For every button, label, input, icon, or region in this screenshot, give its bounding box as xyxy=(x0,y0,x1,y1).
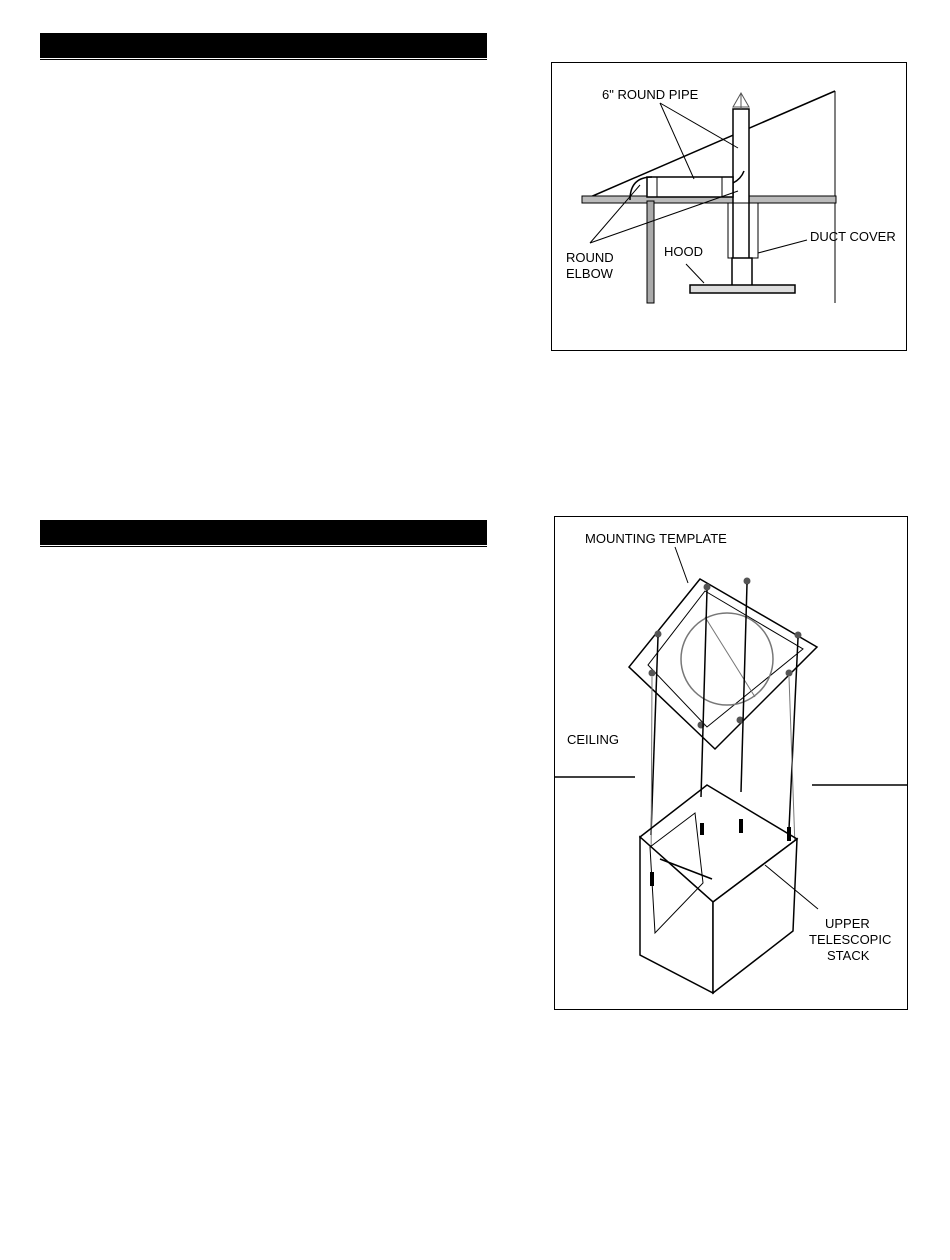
vertical-pipe xyxy=(733,109,749,259)
leader-line xyxy=(758,240,807,253)
screw-icon xyxy=(786,670,793,677)
screw-icon xyxy=(795,632,802,639)
elbow-label: ELBOW xyxy=(566,266,613,281)
section-header-bar xyxy=(40,33,487,58)
stack-label: STACK xyxy=(827,948,870,963)
duct-connector xyxy=(732,258,752,288)
screw-icon xyxy=(650,872,654,886)
stack-right-face xyxy=(713,839,797,993)
wall-section xyxy=(647,201,654,303)
duct-cover-label: DUCT COVER xyxy=(810,229,896,244)
hood-label: HOOD xyxy=(664,244,703,259)
leader-line xyxy=(660,103,694,179)
screw-icon xyxy=(649,670,656,677)
roof-venting-illustration xyxy=(552,63,906,350)
section-header-bar xyxy=(40,520,487,545)
telescopic-label: TELESCOPIC xyxy=(809,932,892,947)
screw-icon xyxy=(655,631,662,638)
screw-icon xyxy=(739,819,743,833)
leader-line xyxy=(686,264,704,283)
mounting-template-label: MOUNTING TEMPLATE xyxy=(585,531,727,546)
leader-line xyxy=(675,547,688,583)
horizontal-pipe xyxy=(647,177,733,197)
mounting-template-illustration xyxy=(555,517,907,1009)
hood-body xyxy=(690,285,795,293)
round-pipe-label: 6" ROUND PIPE xyxy=(602,87,699,102)
roof-venting-diagram xyxy=(551,62,907,351)
screw-icon xyxy=(744,578,751,585)
screw-icon xyxy=(704,584,711,591)
ceiling-label: CEILING xyxy=(567,732,620,747)
leader-line xyxy=(660,103,738,148)
upper-label: UPPER xyxy=(825,916,870,931)
round-label: ROUND xyxy=(566,250,614,265)
mounting-template-diagram xyxy=(554,516,908,1010)
screw-icon xyxy=(700,823,704,835)
screw-icon xyxy=(787,827,791,841)
